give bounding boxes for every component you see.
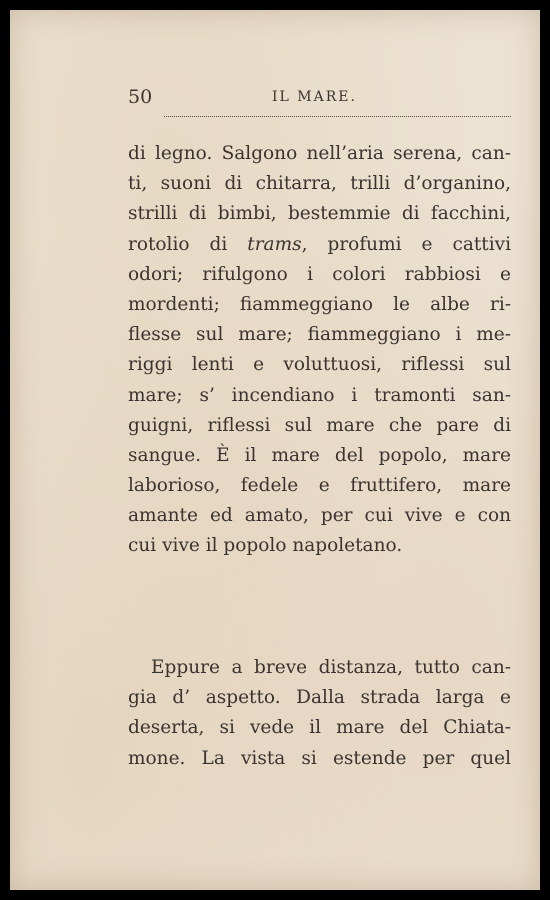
text-line: strilli di bimbi, bestemmie di facchini, — [128, 203, 511, 225]
text-line: laborioso, fedele e fruttifero, mare — [128, 475, 511, 497]
paragraph-1 — [128, 139, 511, 562]
text-line: guigni, riflessi sul mare che pare di — [128, 414, 511, 436]
text-line: mare; s’ incendiano i tramonti san- — [128, 384, 511, 406]
text-line: riggi lenti e voluttuosi, riflessi sul — [128, 354, 511, 376]
text-line: gia d’ aspetto. Dalla strada larga e — [128, 687, 511, 709]
text-span: rotolio di — [128, 233, 228, 255]
text-span: , profumi e cattivi — [301, 233, 512, 255]
running-title: IL MARE. — [272, 89, 357, 105]
text-line: mone. La vista si estende per quel — [128, 747, 511, 769]
book-page — [10, 10, 540, 890]
text-line-with-italic — [128, 230, 511, 260]
text-line: deserta, si vede il mare del Chiata- — [128, 717, 511, 739]
text-line: odori; rifulgono i colori rabbiosi e — [128, 263, 511, 285]
text-line: ti, suoni di chitarra, trilli d’organino, — [128, 173, 511, 195]
page-number: 50 — [128, 86, 153, 108]
text-line: mordenti; fiammeggiano le albe ri- — [128, 293, 511, 315]
paragraph-2 — [128, 653, 511, 774]
text-line: di legno. Salgono nell’aria serena, can- — [128, 143, 511, 164]
header-rule — [164, 116, 511, 117]
text-line: flesse sul mare; fiammeggiano i me- — [128, 324, 511, 346]
text-line: sangue. È il mare del popolo, mare — [128, 444, 511, 466]
text-line: amante ed amato, per cui vive e con — [128, 505, 511, 527]
italic-word: trams — [247, 233, 302, 255]
running-head — [128, 86, 511, 112]
text-line: cui vive il popolo napoletano. — [128, 535, 403, 557]
text-line: Eppure a breve distanza, tutto can- — [151, 657, 511, 678]
